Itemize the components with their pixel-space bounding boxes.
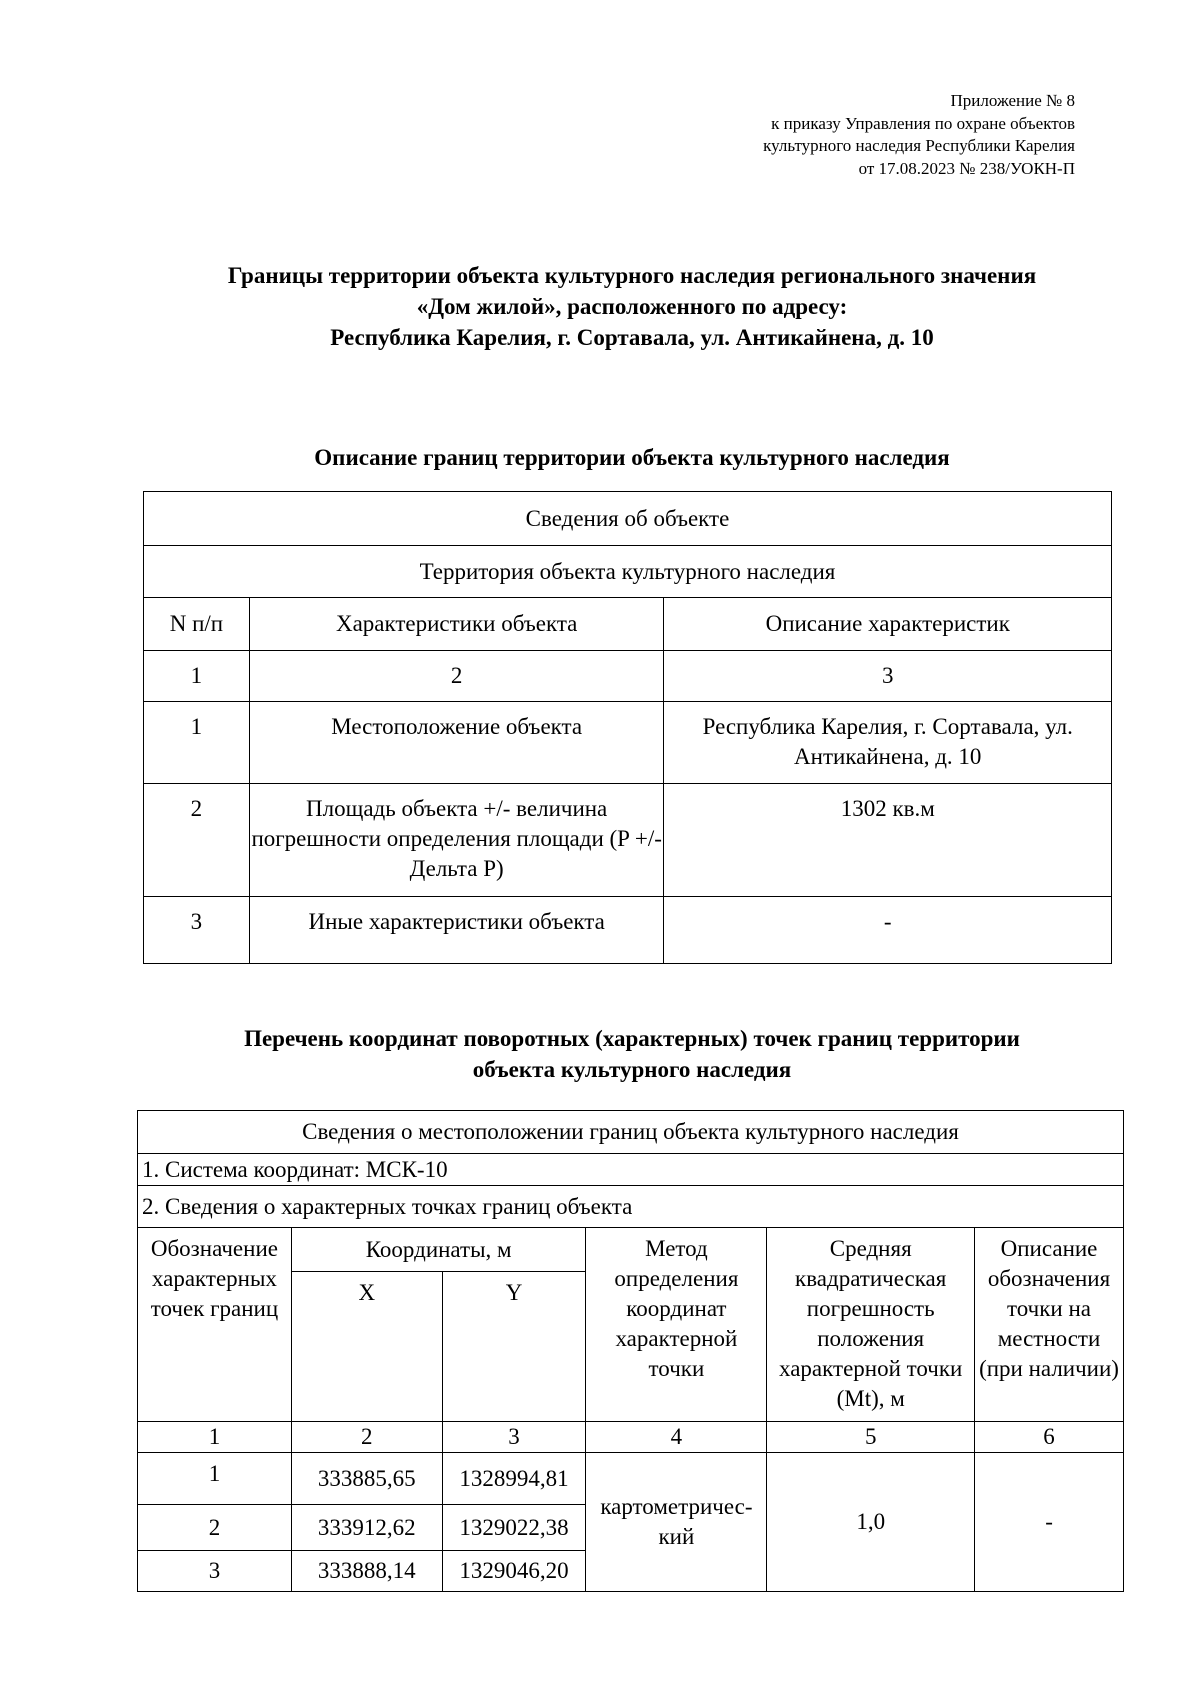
point-x: 333912,62	[291, 1505, 442, 1551]
header-error: Средняя квадратическая погрешность положения характерной точки (Mt), м	[767, 1228, 975, 1422]
point-y: 1329046,20	[442, 1551, 586, 1592]
section1-title-text: Описание границ территории объекта культурного наследия	[314, 445, 950, 470]
table2-caption: Сведения о местоположении границ объекта культурного наследия	[138, 1111, 1124, 1154]
section2-title-line-1: Перечень координат поворотных (характерных) точек границ территории	[244, 1026, 1020, 1051]
table-row	[138, 1422, 1124, 1453]
point-y: 1328994,81	[442, 1453, 586, 1505]
point-id: 2	[138, 1505, 292, 1551]
header-characteristics: Характеристики объекта	[249, 598, 664, 651]
appendix-header	[763, 90, 1075, 180]
point-id: 3	[138, 1551, 292, 1592]
header-method: Метод определения координат характерной точки	[586, 1228, 767, 1422]
table-row	[144, 546, 1112, 598]
points-info: 2. Сведения о характерных точках границ объекта	[138, 1186, 1124, 1228]
row-number: 1	[144, 702, 250, 784]
appendix-line-2: к приказу Управления по охране объектов	[771, 113, 1075, 133]
point-description-value: -	[975, 1453, 1124, 1592]
row-number: 3	[144, 897, 250, 964]
document-title	[0, 260, 1200, 353]
object-info-table	[143, 491, 1112, 964]
row-description: Республика Карелия, г. Сортавала, ул. Антикайнена, д. 10	[664, 702, 1112, 784]
table-row	[144, 897, 1112, 964]
row-description: -	[664, 897, 1112, 964]
table-row	[144, 784, 1112, 897]
header-x: X	[291, 1272, 442, 1422]
col-number: 2	[291, 1422, 442, 1453]
table-row	[144, 492, 1112, 546]
header-designation: Обозначение характерных точек границ	[138, 1228, 292, 1422]
row-characteristic: Местоположение объекта	[249, 702, 664, 784]
table-row	[144, 702, 1112, 784]
coordinate-system: 1. Система координат: МСК-10	[138, 1154, 1124, 1186]
row-characteristic: Иные характеристики объекта	[249, 897, 664, 964]
col-number: 5	[767, 1422, 975, 1453]
section2-title	[0, 1023, 1200, 1085]
col-number: 4	[586, 1422, 767, 1453]
table-row	[138, 1228, 1124, 1272]
coordinates-table	[137, 1110, 1124, 1592]
col-number: 1	[144, 651, 250, 702]
header-point-description: Описание обозначения точки на местности (при наличии)	[975, 1228, 1124, 1422]
col-number: 3	[664, 651, 1112, 702]
point-id: 1	[138, 1453, 292, 1505]
appendix-line-1: Приложение № 8	[950, 91, 1075, 110]
point-x: 333888,14	[291, 1551, 442, 1592]
col-number: 6	[975, 1422, 1124, 1453]
table1-caption-2: Территория объекта культурного наследия	[144, 546, 1112, 598]
table-row	[144, 598, 1112, 651]
point-y: 1329022,38	[442, 1505, 586, 1551]
table-row	[138, 1111, 1124, 1154]
table-row	[144, 651, 1112, 702]
table-row	[138, 1453, 1124, 1505]
row-description: 1302 кв.м	[664, 784, 1112, 897]
header-description: Описание характеристик	[664, 598, 1112, 651]
title-line-3: Республика Карелия, г. Сортавала, ул. Антикайнена, д. 10	[330, 325, 934, 350]
title-line-2: «Дом жилой», расположенного по адресу:	[416, 294, 848, 319]
header-y: Y	[442, 1272, 586, 1422]
section2-title-line-2: объекта культурного наследия	[472, 1057, 792, 1082]
point-x: 333885,65	[291, 1453, 442, 1505]
row-characteristic: Площадь объекта +/- величина погрешности определения площади (P +/- Дельта P)	[249, 784, 664, 897]
table-row	[138, 1186, 1124, 1228]
error-value: 1,0	[767, 1453, 975, 1592]
col-number: 2	[249, 651, 664, 702]
row-number: 2	[144, 784, 250, 897]
table1-caption-1: Сведения об объекте	[144, 492, 1112, 546]
col-number: 3	[442, 1422, 586, 1453]
appendix-line-4: от 17.08.2023 № 238/УОКН-П	[858, 158, 1075, 178]
appendix-line-3: культурного наследия Республики Карелия	[763, 136, 1075, 155]
header-number: N п/п	[144, 598, 250, 651]
table-row	[138, 1154, 1124, 1186]
method-value: картометричес-кий	[586, 1453, 767, 1592]
header-coordinates: Координаты, м	[291, 1228, 586, 1272]
col-number: 1	[138, 1422, 292, 1453]
title-line-1: Границы территории объекта культурного наследия регионального значения	[227, 263, 1037, 288]
section1-title	[0, 442, 1200, 473]
